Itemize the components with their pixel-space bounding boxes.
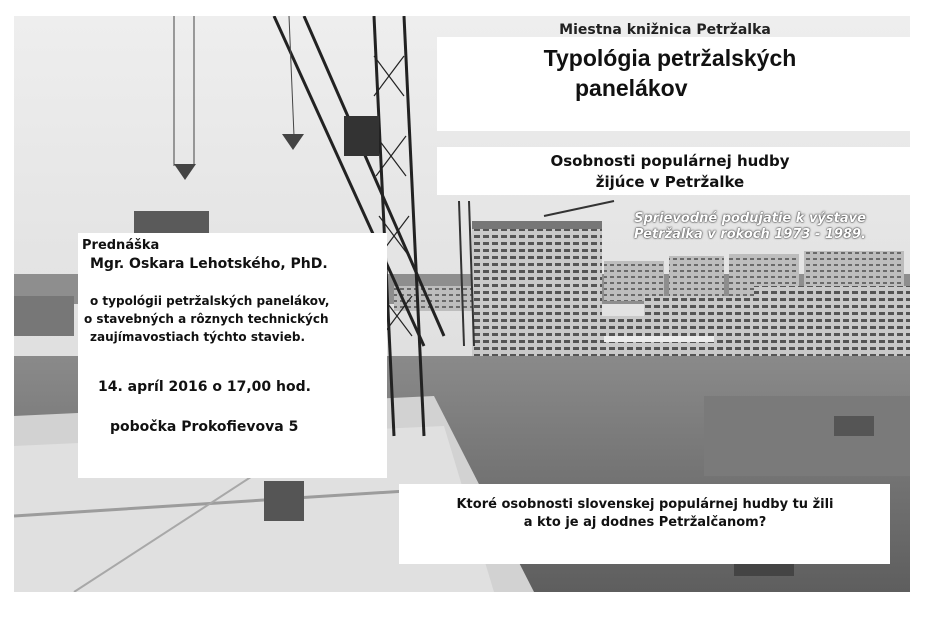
event-subtitle [440, 151, 900, 193]
speaker-name: Mgr. Oskara Lehotského, PhD. [90, 256, 328, 272]
organizer-name: Miestna knižnica Petržalka [559, 22, 771, 38]
lecture-label: Prednáška [82, 238, 160, 253]
subtitle-line-2: žijúce v Petržalke [595, 173, 745, 191]
accompanying-line-1: Sprievodné podujatie k výstave [634, 211, 866, 226]
event-venue: pobočka Prokofievova 5 [110, 419, 299, 435]
topic-line-3: zaujímavostiach týchto stavieb. [90, 330, 306, 344]
title-line-2: panelákov [575, 75, 688, 101]
subtitle-line-1: Osobnosti populárnej hudby [550, 152, 790, 170]
page-title [440, 43, 900, 103]
accompanying-line-2: Petržalka v rokoch 1973 - 1989. [633, 227, 867, 242]
event-datetime: 14. apríl 2016 o 17,00 hod. [98, 379, 311, 395]
topic-line-2: o stavebných a rôznych technických [84, 312, 329, 326]
question-line-1: Ktoré osobnosti slovenskej populárnej hudby tu žili [456, 497, 834, 512]
question-text [405, 496, 885, 532]
topic-line-1: o typológii petržalských panelákov, [90, 294, 330, 308]
accompanying-event-caption [580, 211, 920, 243]
title-line-1: Typológia petržalských [543, 45, 797, 71]
question-line-2: a kto je aj dodnes Petržalčanom? [523, 515, 767, 530]
